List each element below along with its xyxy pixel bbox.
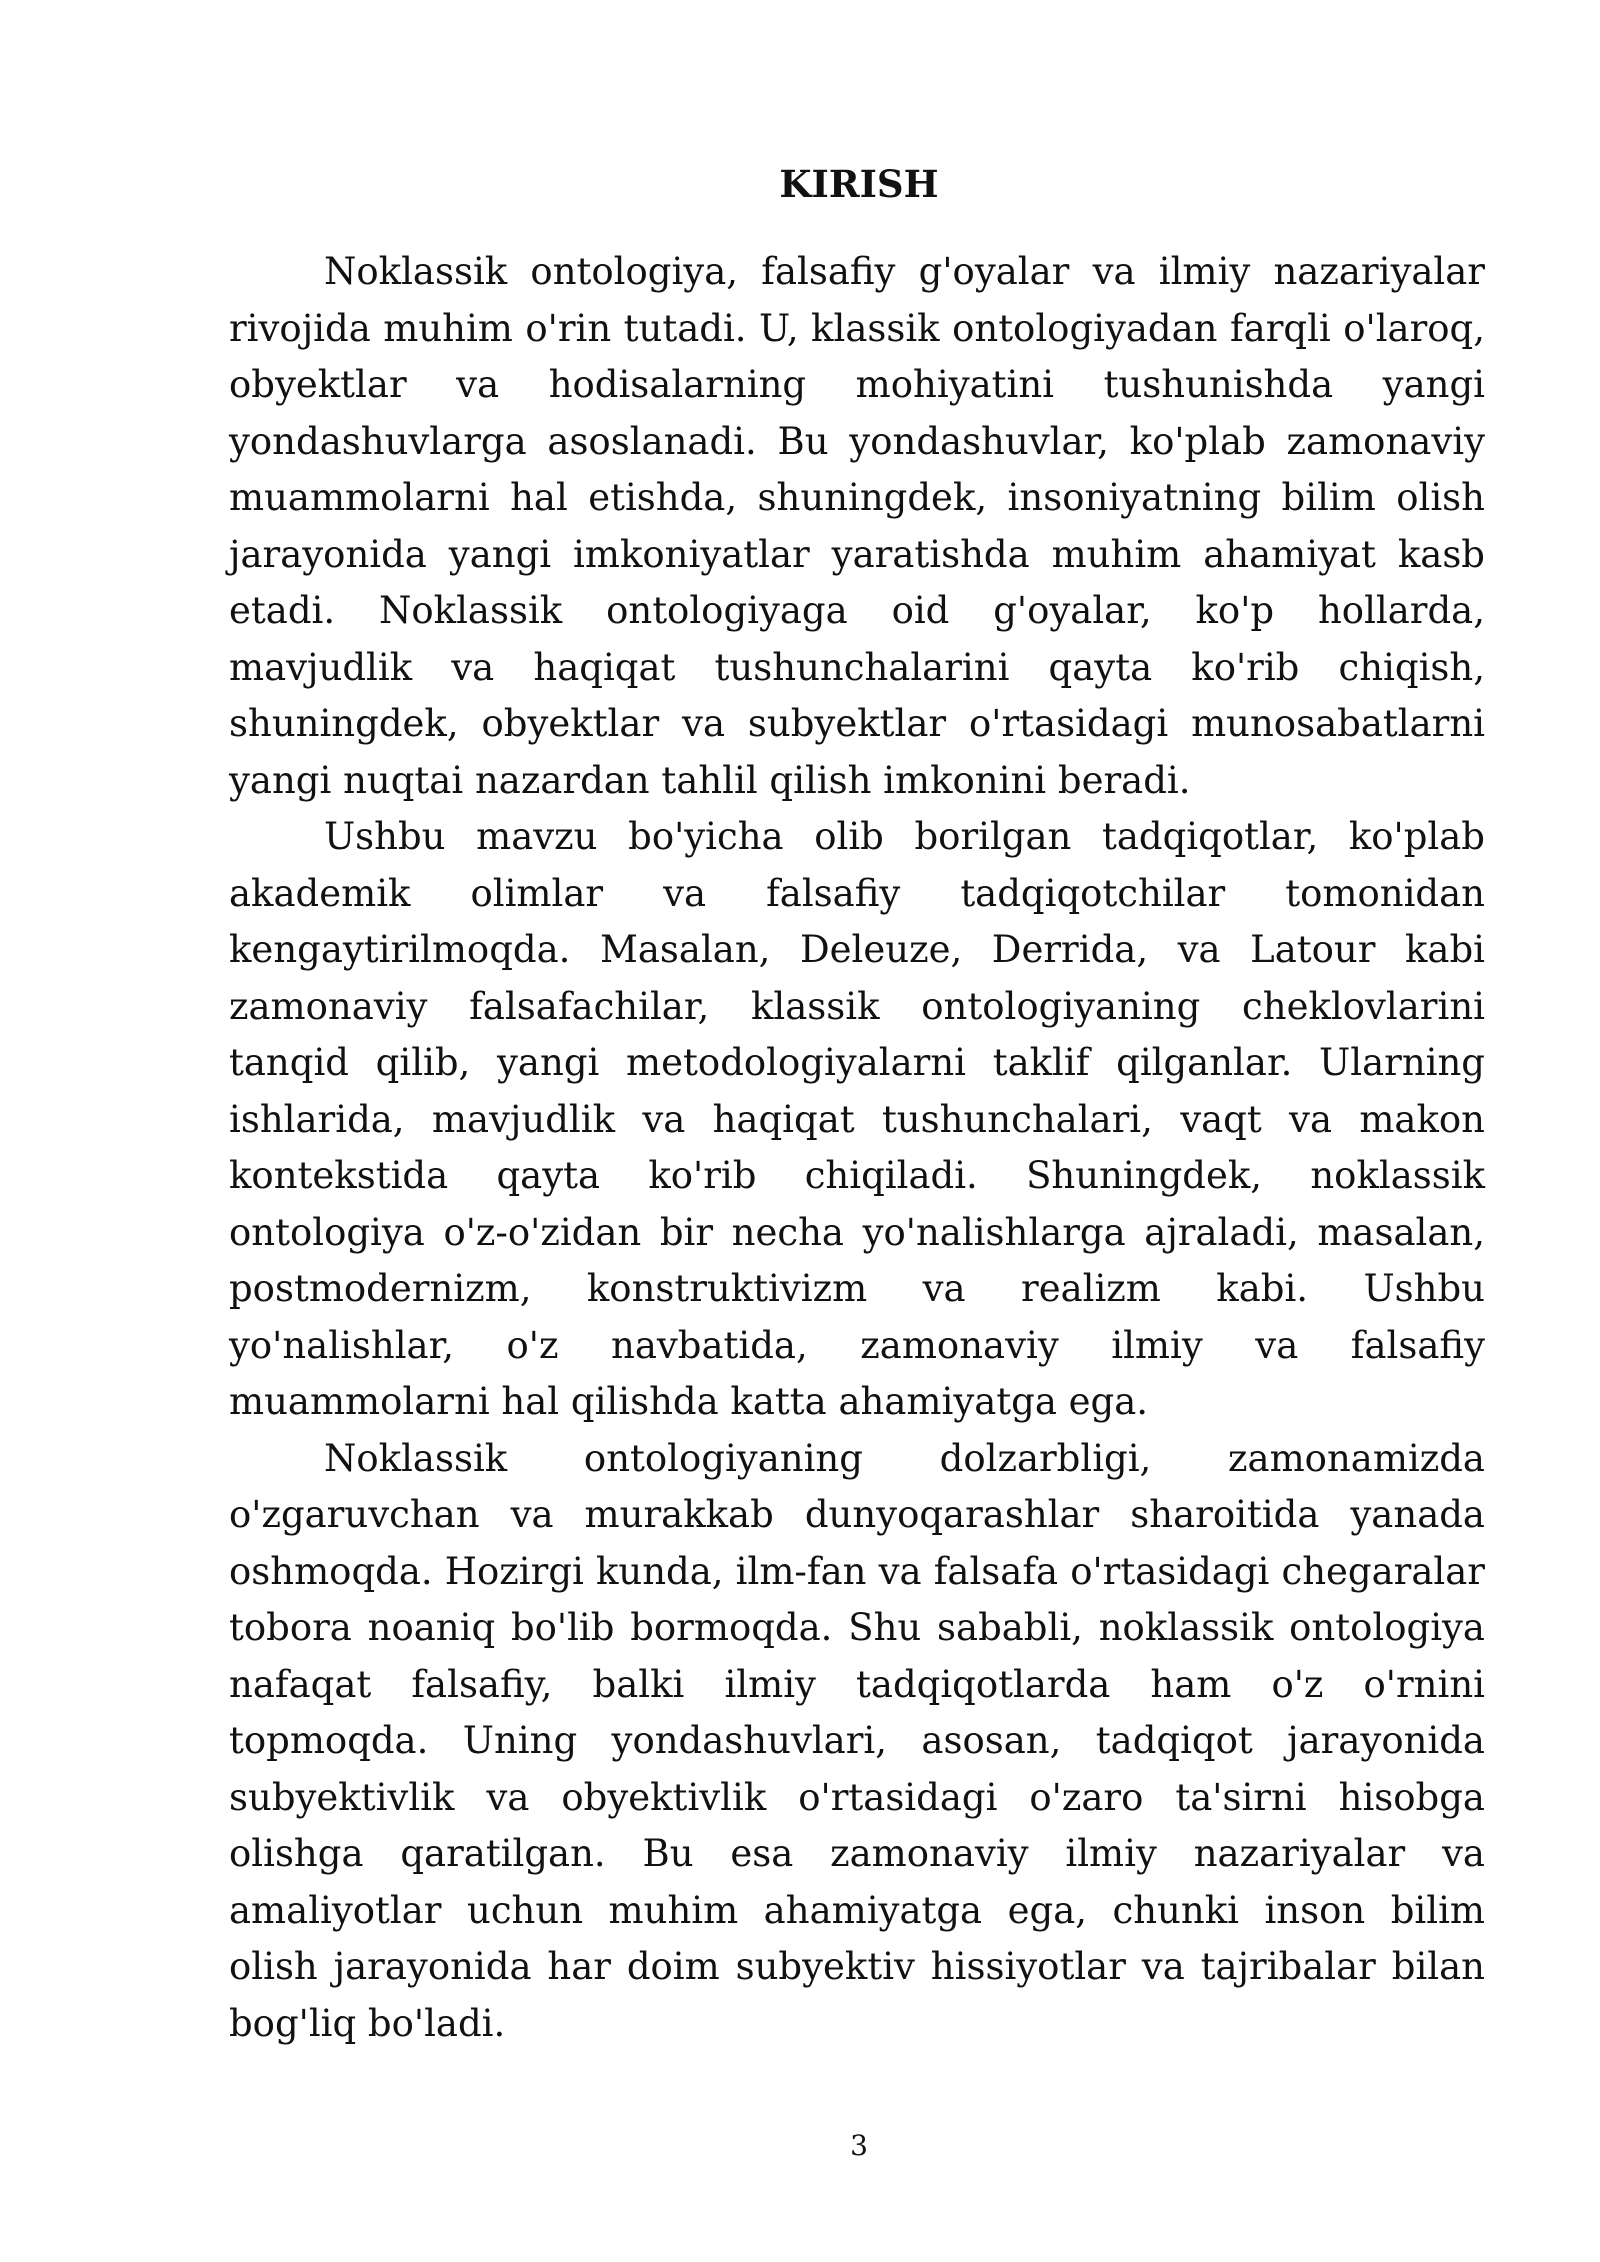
section-title: KIRISH (779, 162, 939, 206)
body-text (229, 244, 1485, 2052)
paragraph-3: Noklassik ontologiyaning dolzarbligi, zamonamizda o'zgaruvchan va murakkab dunyoqarashlar sharoitida yanada oshmoqda. Hozirgi kunda, ilm-fan va falsafa o'rtasidagi chegaralar tobora noaniq bo'lib bormoqda. Shu sababli, noklassik ontologiya nafaqat falsafiy, balki ilmiy tadqiqotlarda ham o'z o'rnini topmoqda. Uning yondashuvlari, asosan, tadqiqot jarayonida subyektivlik va obyektivlik o'rtasidagi o'zaro ta'sirni hisobga olishga qaratilgan. Bu esa zamonaviy ilmiy nazariyalar va amaliyotlar uchun muhim ahamiyatga ega, chunki inson bilim olish jarayonida har doim subyektiv hissiyotlar va tajribalar bilan bog'liq bo'ladi. (229, 1436, 1485, 2045)
page-number: 3 (850, 2129, 868, 2162)
paragraph-1: Noklassik ontologiya, falsafiy g'oyalar va ilmiy nazariyalar rivojida muhim o'rin tutadi. U, klassik ontologiyadan farqli o'laroq, obyektlar va hodisalarning mohiyatini tushunishda yangi yondashuvlarga asoslanadi. Bu yondashuvlar, ko'plab zamonaviy muammolarni hal etishda, shuningdek, insoniyatning bilim olish jarayonida yangi imkoniyatlar yaratishda muhim ahamiyat kasb etadi. Noklassik ontologiyaga oid g'oyalar, ko'p hollarda, mavjudlik va haqiqat tushunchalarini qayta ko'rib chiqish, shuningdek, obyektlar va subyektlar o'rtasidagi munosabatlarni yangi nuqtai nazardan tahlil qilish imkonini beradi. (229, 250, 1485, 802)
paragraph-2: Ushbu mavzu bo'yicha olib borilgan tadqiqotlar, ko'plab akademik olimlar va falsafiy tadqiqotchilar tomonidan kengaytirilmoqda. Masalan, Deleuze, Derrida, va Latour kabi zamonaviy falsafachilar, klassik ontologiyaning cheklovlarini tanqid qilib, yangi metodologiyalarni taklif qilganlar. Ularning ishlarida, mavjudlik va haqiqat tushunchalari, vaqt va makon kontekstida qayta ko'rib chiqiladi. Shuningdek, noklassik ontologiya o'z-o'zidan bir necha yo'nalishlarga ajraladi, masalan, postmodernizm, konstruktivizm va realizm kabi. Ushbu yo'nalishlar, o'z navbatida, zamonaviy ilmiy va falsafiy muammolarni hal qilishda katta ahamiyatga ega. (229, 815, 1485, 1423)
